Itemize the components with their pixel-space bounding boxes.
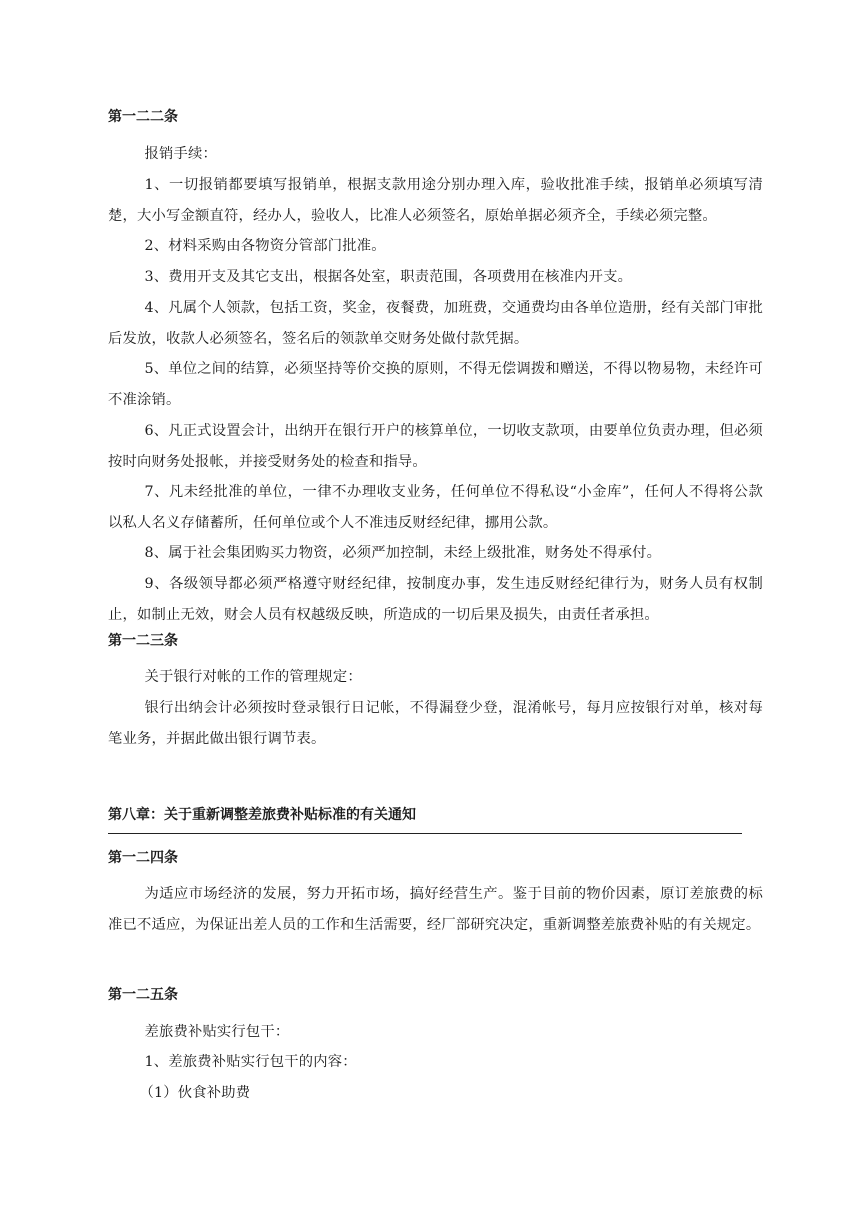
article-122-item-4: 4、凡属个人领款，包括工资，奖金，夜餐费，加班费，交通费均由各单位造册，经有关部门审批后发放，收款人必须签名，签名后的领款单交财务处做付款凭据。 (108, 300, 763, 347)
article-122-item-1: 1、一切报销都要填写报销单，根据支款用途分别办理入库，验收批准手续，报销单必须填写清楚，大小写金额直符，经办人，验收人，比准人必须签名，原始单据必须齐全，手续必须完整。 (108, 177, 763, 224)
article-122-item-8: 8、属于社会集团购买力物资，必须严加控制，未经上级批准，财务处不得承付。 (144, 545, 662, 561)
article-125-title: 第一二五条 (108, 987, 178, 1003)
article-122-item-5: 5、单位之间的结算，必须坚持等价交换的原则，不得无偿调拨和赠送，不得以物易物，未经许可不准涂销。 (108, 361, 763, 408)
article-122-item-9: 9、各级领导都必须严格遵守财经纪律，按制度办事，发生违反财经纪律行为，财务人员有权制止，如制止无效，财会人员有权越级反映，所造成的一切后果及损失，由责任者承担。 (108, 576, 763, 623)
article-122-item-7: 7、凡未经批准的单位，一律不办理收支业务，任何单位不得私设“小金库”，任何人不得将公款以私人名义存储蓄所，任何单位或个人不准违反财经纪律，挪用公款。 (108, 484, 763, 531)
article-123-title: 第一二三条 (108, 633, 178, 649)
article-125-sub-1: （1）伙食补助费 (139, 1085, 251, 1101)
article-122-item-2: 2、材料采购由各物资分管部门批准。 (144, 238, 386, 254)
article-122-title: 第一二二条 (108, 109, 178, 125)
article-122-intro: 报销手续： (144, 146, 217, 162)
article-123-intro: 关于银行对帐的工作的管理规定： (144, 669, 362, 685)
article-124-title: 第一二四条 (108, 850, 178, 866)
article-122-item-6: 6、凡正式设置会计，出纳开在银行开户的核算单位，一切收支款项，由要单位负责办理，但必须按时向财务处报帐，并接受财务处的检查和指导。 (108, 423, 763, 470)
article-125-intro: 差旅费补贴实行包干： (144, 1024, 290, 1040)
chapter-8-title: 第八章：关于重新调整差旅费补贴标准的有关通知 (108, 806, 742, 834)
article-124-body: 为适应市场经济的发展，努力开拓市场，搞好经营生产。鉴于目前的物价因素，原订差旅费的标准已不适应，为保证出差人员的工作和生活需要，经厂部研究决定，重新调整差旅费补贴的有关规定。 (108, 886, 763, 933)
document-page (108, 0, 763, 1228)
article-125-item-1: 1、差旅费补贴实行包干的内容： (144, 1054, 357, 1070)
article-122-item-3: 3、费用开支及其它支出，根据各处室，职责范围，各项费用在核准内开支。 (144, 269, 633, 285)
article-123-body: 银行出纳会计必须按时登录银行日记帐，不得漏登少登，混淆帐号，每月应按银行对单，核对每笔业务，并据此做出银行调节表。 (108, 700, 763, 747)
